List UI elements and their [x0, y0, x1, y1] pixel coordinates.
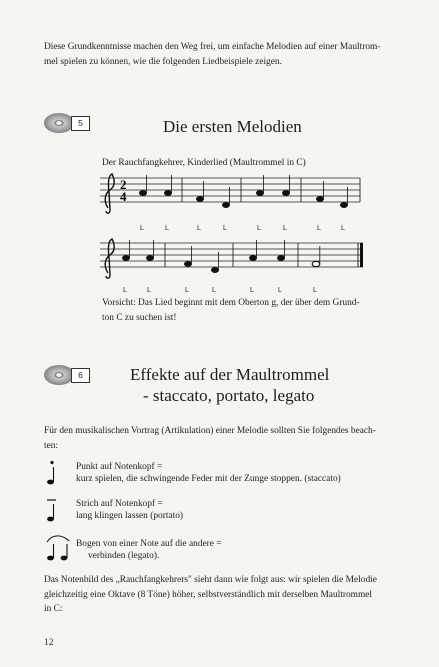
staff-line-1: [100, 174, 360, 213]
cd-icon: [44, 365, 74, 385]
mark: L: [197, 225, 201, 232]
staccato-note-icon: [44, 460, 66, 486]
note: [282, 190, 289, 195]
mark: L: [123, 287, 127, 293]
outro-line-2: gleichzeitig eine Oktave (8 Töne) höher, selbstverständlich mit derselben Maultrommel: [44, 589, 372, 600]
articulation-intro: [44, 424, 429, 453]
staccato-description: kurz spielen, die schwingende Feder mit der Zunge stoppen. (staccato): [76, 474, 341, 484]
note: [184, 261, 191, 266]
mark: L: [341, 225, 345, 232]
staccato-item: [76, 461, 341, 485]
sheet-music: [98, 168, 378, 293]
legato-label: Bogen von einer Note auf die andere =: [76, 539, 222, 549]
caution-line-1: Vorsicht: Das Lied beginnt mit dem Oberton g, der über dem Grund-: [102, 298, 360, 308]
articulation-marks-line-2: [123, 287, 317, 293]
mark: L: [147, 287, 151, 293]
legato-item: [76, 538, 222, 562]
note: [249, 255, 256, 260]
time-signature-bottom: 4: [120, 189, 127, 204]
outro-paragraph: [44, 573, 434, 617]
section-title-melodies: Die ersten Melodien: [163, 117, 302, 136]
legato-note-icon: [44, 533, 72, 563]
treble-clef-icon: [105, 174, 114, 213]
note: [164, 190, 171, 195]
legato-description: verbinden (legato).: [88, 551, 160, 561]
note: [122, 255, 129, 260]
caution-note: [102, 296, 402, 325]
intro-line-1: Diese Grundkenntnisse machen den Weg frei, um einfache Melodien auf einer Maultrom-: [44, 42, 381, 52]
staff-line-2: [100, 239, 363, 278]
mark: L: [165, 225, 169, 232]
intro-line-2: mel spielen zu können, wie die folgenden Liedbeispiele zeigen.: [44, 56, 282, 67]
half-note: [312, 261, 320, 266]
cd-track-icon-2: [44, 365, 90, 385]
treble-clef-icon: [105, 239, 114, 278]
articulation-intro-line-2: ten:: [44, 440, 59, 451]
mark: L: [185, 287, 189, 293]
song-title: Der Rauchfangkehrer, Kinderlied (Maultrommel in C): [102, 158, 306, 168]
note: [256, 190, 263, 195]
mark: L: [257, 225, 261, 232]
portato-item: [76, 498, 183, 522]
outro-line-3: in C:: [44, 604, 63, 614]
note: [316, 196, 323, 201]
mark: L: [140, 225, 144, 232]
time-signature-top: 2: [120, 177, 127, 192]
outro-line-1: Das Notenbild des „Rauchfangkehrers" sieht dann wie folgt aus: wir spielen die Melodie: [44, 575, 377, 585]
track-number: 5: [71, 116, 90, 131]
page-number: 12: [44, 638, 54, 648]
caution-line-2: ton C zu suchen ist!: [102, 312, 177, 323]
articulation-intro-line-1: Für den musikalischen Vortrag (Artikulation) einer Melodie sollten Sie folgendes beach-: [44, 426, 376, 436]
section-subtitle-effects: - staccato, portato, legato: [143, 386, 315, 405]
intro-paragraph: [44, 40, 424, 69]
mark: L: [317, 225, 321, 232]
mark: L: [212, 287, 216, 293]
staccato-label: Punkt auf Notenkopf =: [76, 462, 163, 472]
mark: L: [223, 225, 227, 232]
portato-description: lang klingen lassen (portato): [76, 511, 184, 521]
portato-note-icon: [44, 498, 66, 524]
note: [139, 190, 146, 195]
mark: L: [313, 287, 317, 293]
mark: L: [250, 287, 254, 293]
cd-track-icon: [44, 113, 90, 133]
mark: L: [283, 225, 287, 232]
note: [146, 255, 153, 260]
note: [196, 196, 203, 201]
mark: L: [278, 287, 282, 293]
section-title-effects: Effekte auf der Maultrommel: [130, 365, 330, 384]
articulation-marks-line-1: [140, 225, 345, 232]
track-number-2: 6: [71, 368, 90, 383]
portato-label: Strich auf Notenkopf =: [76, 499, 163, 509]
note: [277, 255, 284, 260]
cd-icon: [44, 113, 74, 133]
